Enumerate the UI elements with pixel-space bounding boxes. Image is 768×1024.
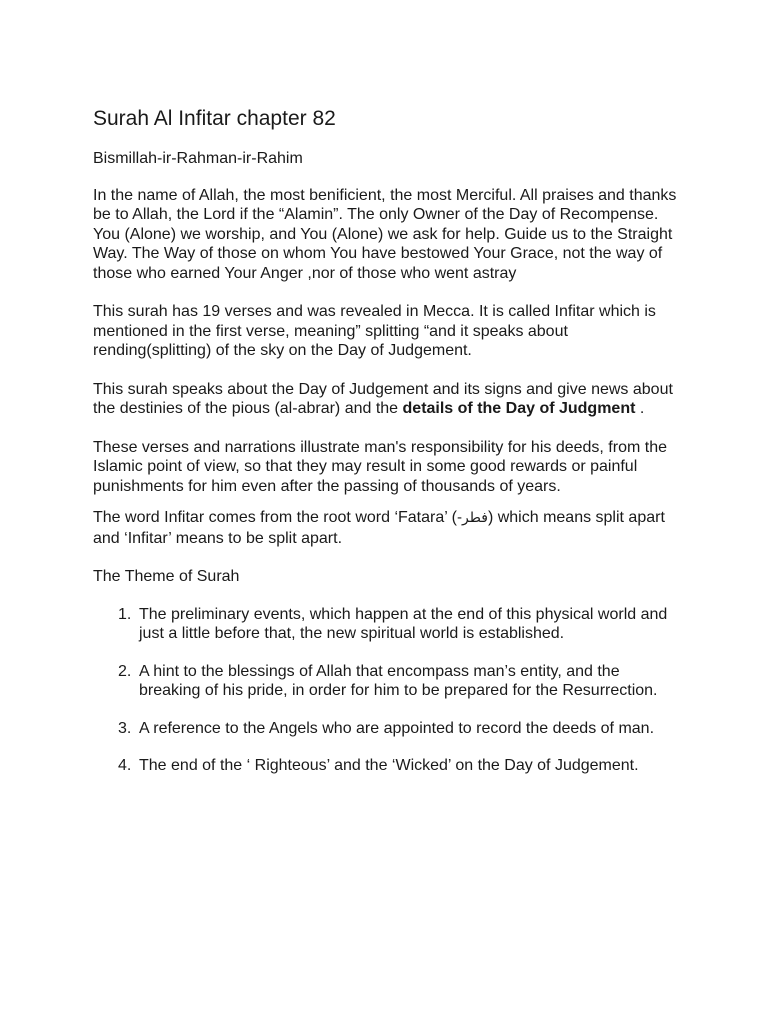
list-item	[93, 719, 683, 739]
bismillah-line: Bismillah-ir-Rahman-ir-Rahim	[93, 150, 303, 167]
opening-paragraph: In the name of Allah, the most benificient, the most Merciful. All praises and thanks be to Allah, the Lord if the “Alamin”. The only Owner of the Day of Recompense. You (Alone) we worship, and You (Alone) we ask for help. Guide us to the Straight Way. The Way of those on whom You have bestowed Your Grace, not the way of those who earned Your Anger ,nor of those who went astray	[93, 186, 677, 282]
list-item-text: The preliminary events, which happen at the end of this physical world and just a little before that, the new spiritual world is established.	[139, 605, 668, 642]
judgement-end-text: .	[635, 400, 645, 417]
list-item-number: 2.	[118, 662, 132, 680]
judgement-text: This surah speaks about the Day of Judgement and its signs and give news about the destinies of the pious (al-abrar) and the	[93, 380, 673, 417]
revelation-paragraph: This surah has 19 verses and was revealed in Mecca. It is called Infitar which is mentioned in the first verse, meaning” splitting “and it speaks about rending(splitting) of the sky on the Day of Judgement.	[93, 303, 656, 359]
judgement-bold-text: details of the Day of Judgment	[402, 400, 636, 417]
list-item-number: 3.	[118, 719, 132, 737]
list-item	[93, 756, 683, 776]
list-item-number: 1.	[118, 605, 132, 623]
list-item-number: 4.	[118, 757, 132, 774]
responsibility-paragraph: These verses and narrations illustrate man's responsibility for his deeds, from the Islamic point of view, so that they may result in some good rewards or painful punishments for him even after the passing of thousands of years.	[93, 438, 667, 495]
root-word-end-text: ) which means split apart and ‘Infitar’ means to be split apart.	[93, 509, 665, 547]
list-item-text: The end of the ‘ Righteous’ and the ‘Wicked’ on the Day of Judgement.	[139, 757, 639, 774]
arabic-root-word: فطر-	[456, 510, 488, 526]
document-page	[93, 105, 683, 794]
root-word-paragraph	[93, 508, 683, 548]
theme-heading: The Theme of Surah	[93, 568, 240, 585]
judgement-paragraph	[93, 380, 683, 419]
list-item	[93, 662, 683, 701]
list-item-text: A reference to the Angels who are appointed to record the deeds of man.	[139, 719, 655, 737]
document-title: Surah Al Infitar chapter 82	[93, 107, 336, 130]
theme-list	[93, 605, 683, 776]
list-item-text: A hint to the blessings of Allah that encompass man’s entity, and the breaking of his pride, in order for him to be prepared for the Resurrection.	[139, 662, 658, 699]
root-word-text: The word Infitar comes from the root word ‘Fatara’ (	[93, 509, 457, 526]
list-item	[93, 605, 683, 644]
